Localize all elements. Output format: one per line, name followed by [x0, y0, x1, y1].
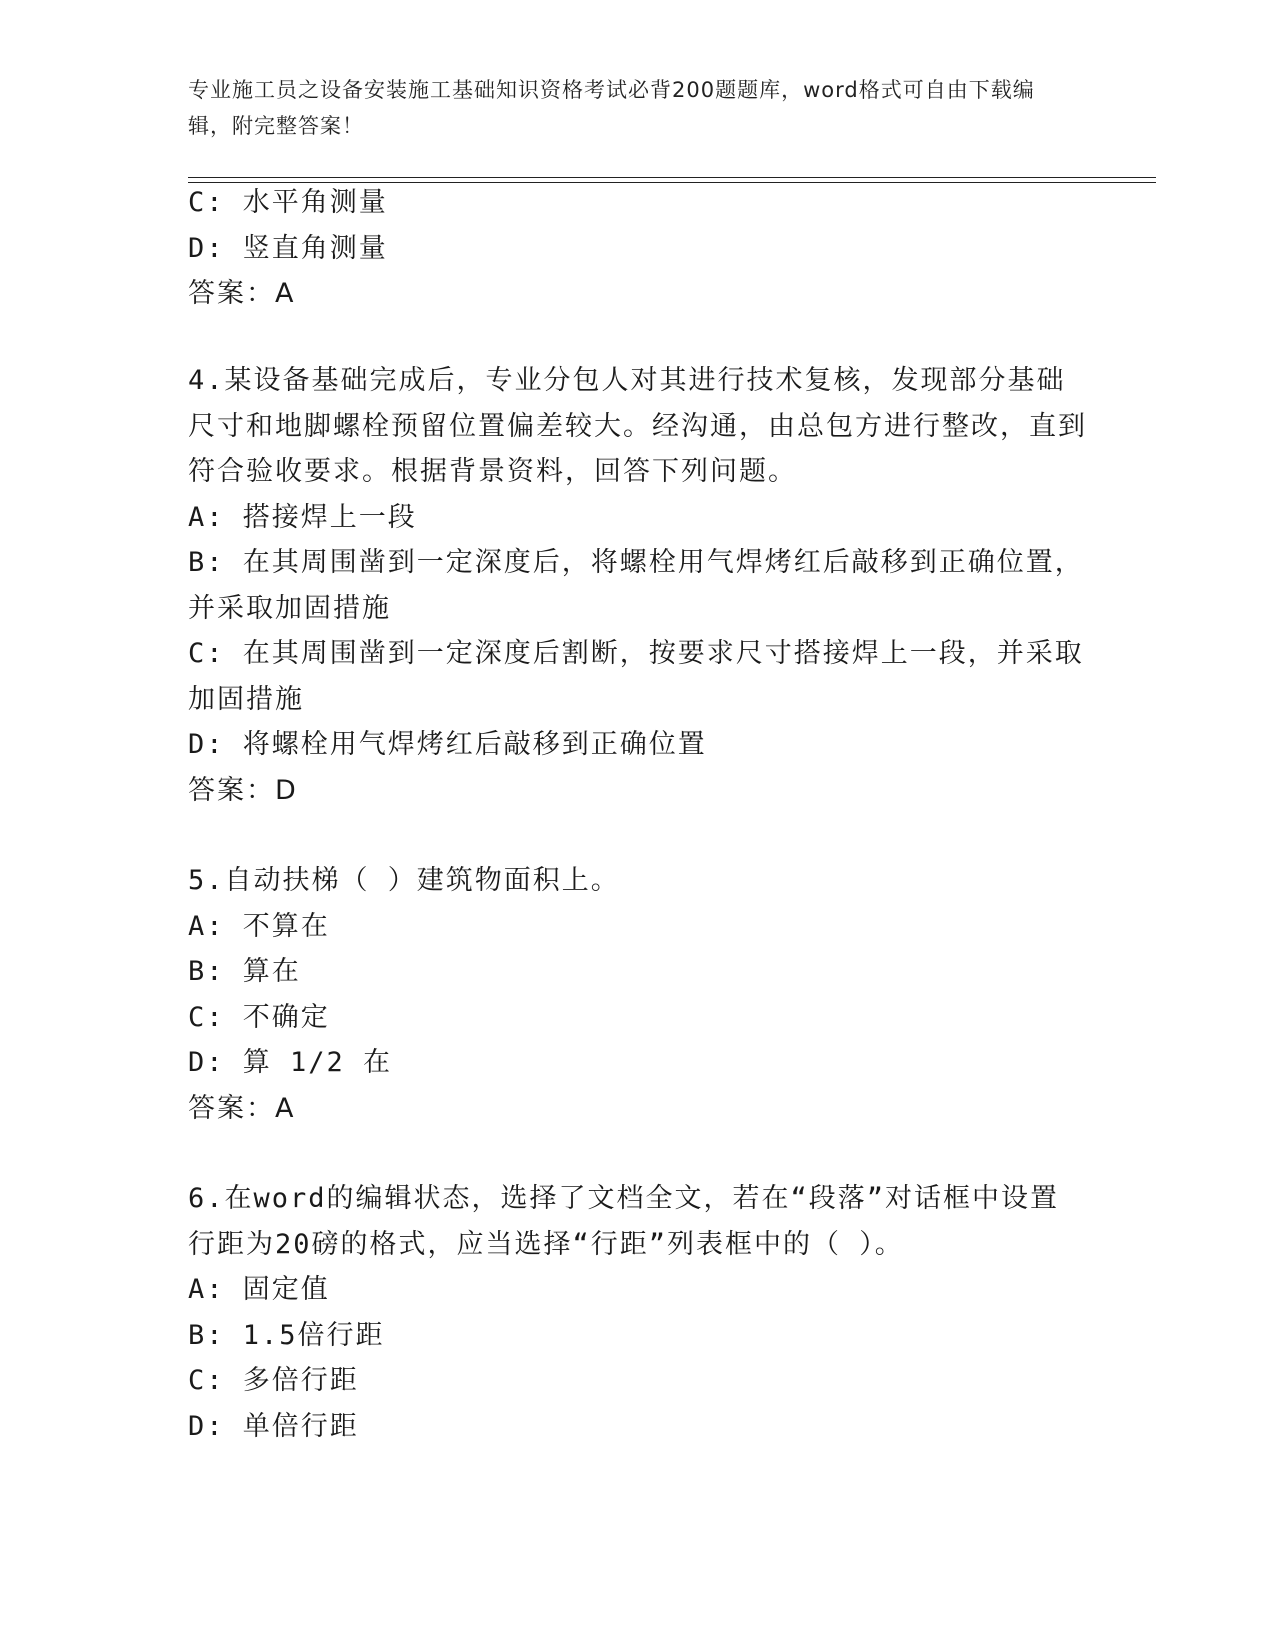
question-4 [188, 358, 1088, 813]
question-stem: 4.某设备基础完成后，专业分包人对其进行技术复核，发现部分基础尺寸和地脚螺栓预留位置偏差较大。经沟通，由总包方进行整改，直到符合验收要求。根据背景资料，回答下列问题。 [188, 365, 1087, 487]
option-a: A: 搭接焊上一段 [188, 501, 417, 533]
option-d: D: 竖直角测量 [188, 232, 388, 264]
option-c: C: 多倍行距 [188, 1365, 359, 1396]
option-d: D: 单倍行距 [188, 1410, 359, 1442]
option-c: C: 不确定 [188, 1001, 330, 1033]
question-6 [188, 1176, 1088, 1449]
document-header: 专业施工员之设备安装施工基础知识资格考试必背200题题库，word格式可自由下载编辑，附完整答案！ [188, 78, 1035, 138]
option-d: D: 将螺栓用气焊烤红后敲移到正确位置 [188, 729, 707, 760]
question-3-tail [188, 180, 1088, 317]
option-d: D: 算 1/2 在 [188, 1047, 393, 1078]
question-stem: 6.在word的编辑状态，选择了文档全文，若在“段落”对话框中设置行距为20磅的格式，应当选择“行距”列表框中的（ ）。 [188, 1183, 1060, 1260]
option-a: A: 不算在 [188, 910, 330, 942]
question-5 [188, 858, 1088, 1131]
answer: 答案：D [188, 774, 298, 806]
option-c: C: 在其周围凿到一定深度后割断，按要求尺寸搭接焊上一段，并采取加固措施 [188, 638, 1084, 715]
header-divider-top [188, 177, 1156, 178]
option-a: A: 固定值 [188, 1274, 330, 1305]
option-b: B: 算在 [188, 956, 301, 987]
option-b: B: 1.5倍行距 [188, 1319, 385, 1351]
question-stem: 5.自动扶梯（ ）建筑物面积上。 [188, 865, 620, 896]
answer: 答案：A [188, 1092, 296, 1124]
answer: 答案：A [188, 278, 296, 309]
option-c: C: 水平角测量 [188, 187, 388, 218]
option-b: B: 在其周围凿到一定深度后，将螺栓用气焊烤红后敲移到正确位置，并采取加固措施 [188, 547, 1084, 624]
